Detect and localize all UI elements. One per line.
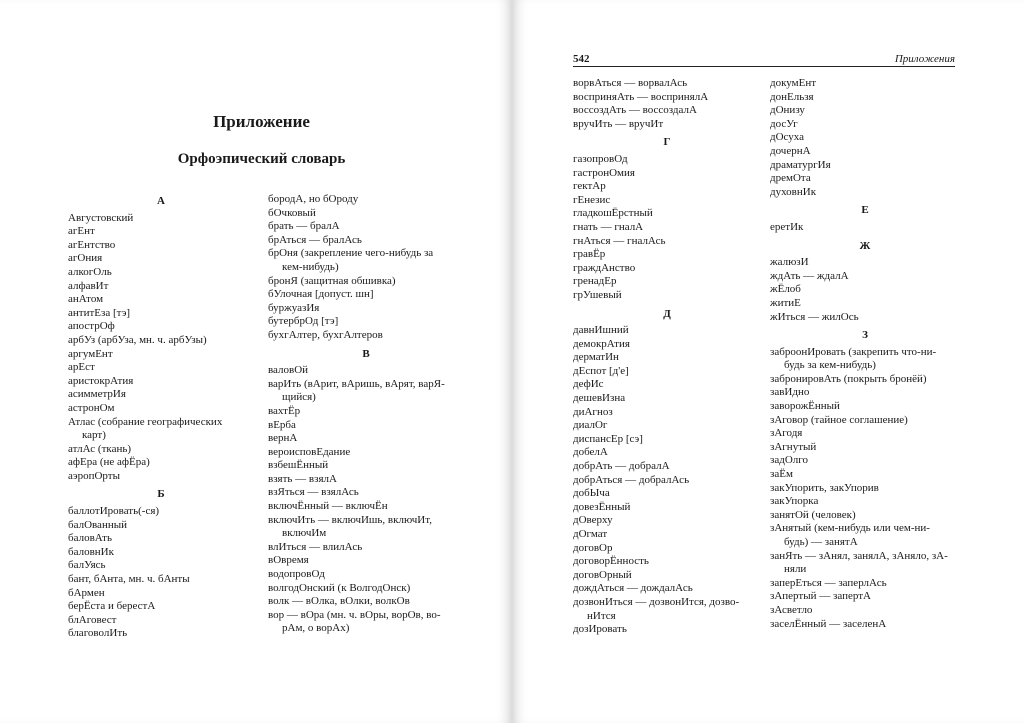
entry: брОня (закрепление чего-нибудь за <box>268 247 434 260</box>
entry-continuation: будь за кем-нибудь) <box>784 359 876 372</box>
entry: договОрный <box>573 568 632 581</box>
entry: донЕльзя <box>770 90 814 103</box>
entry: гЕнезис <box>573 193 611 206</box>
entry: добЫча <box>573 487 610 500</box>
entry: вОвремя <box>268 554 309 567</box>
entry: зАнятый (кем-нибудь или чем-ни- <box>770 522 930 535</box>
entry: бухгАлтер, бухгАлтеров <box>268 328 383 341</box>
entry: зАгнутый <box>770 440 817 453</box>
entry: дОгмат <box>573 528 608 540</box>
entry: гнать — гналА <box>573 220 644 233</box>
entry: гнАться — гналАсь <box>573 234 666 247</box>
entry: баллотИровать(-ся) <box>68 505 160 518</box>
entry: духовнИк <box>770 185 817 198</box>
entry: давнИшний <box>573 324 629 337</box>
entry: взять — взялА <box>268 472 337 485</box>
column-1 <box>68 195 254 641</box>
entry: вероисповЕдание <box>268 445 351 458</box>
entry: валовОй <box>268 364 309 377</box>
entry: воссоздАть — воссоздалА <box>573 104 697 117</box>
entry: диАгноз <box>573 405 613 418</box>
entry: довезЁнный <box>573 500 631 513</box>
entry-continuation: щийся) <box>282 391 316 404</box>
entry: дЕспот [д'е] <box>573 364 629 377</box>
entries-a <box>68 212 254 484</box>
entry: брАться — бралАсь <box>268 233 362 246</box>
entry: гренадЕр <box>573 275 617 288</box>
entry: вахтЁр <box>268 404 301 417</box>
entry: баловнИк <box>68 545 114 558</box>
entry: закУпорка <box>770 495 819 508</box>
entry: зАпертый — запертА <box>770 590 871 603</box>
entry: волк — вОлка, вОлки, волкОв <box>268 595 410 608</box>
section-letter-v: В <box>362 347 370 360</box>
entry-continuation: рАм, о ворАх) <box>282 622 350 635</box>
entry-continuation: нИтся <box>587 609 616 622</box>
entry: дОнизу <box>770 104 805 117</box>
entry: гравЁр <box>573 248 606 261</box>
entry: агОния <box>68 252 103 265</box>
page-number: 542 <box>573 53 590 65</box>
section-letter-e: Е <box>861 204 869 217</box>
entry: досУг <box>770 117 798 130</box>
entry: влИться — влилАсь <box>268 540 363 553</box>
entry: гладкошЁрстный <box>573 207 653 220</box>
entry-continuation: будь) — занятА <box>784 536 858 548</box>
entry: волгодОнский (к ВолгодОнск) <box>268 581 411 594</box>
entry: апострОф <box>68 320 115 333</box>
entry: аргумЕнт <box>68 347 113 360</box>
entry: житиЕ <box>770 296 801 309</box>
entry: добелА <box>573 446 608 459</box>
entry: докумЕнт <box>770 77 817 89</box>
entry: аэропОрты <box>68 469 120 482</box>
entry: дефИс <box>573 378 604 391</box>
entry: бант, бAнта, мн. ч. бAнты <box>68 573 190 586</box>
entry: бАрмен <box>68 586 105 599</box>
entry: анАтом <box>68 293 104 306</box>
entry: добрАться — добралАсь <box>573 473 690 486</box>
entry: договОр <box>573 541 613 554</box>
entry: аристокрАтия <box>68 374 134 387</box>
entry: заброонИровать (закрепить что-ни- <box>770 345 937 358</box>
entry: варИть (вАрит, вАришь, вАрят, варЯ- <box>268 377 445 390</box>
dictionary-title: Орфоэпический словарь <box>177 151 346 167</box>
entry-continuation: кем-нибудь) <box>282 260 339 273</box>
entry-continuation: карт) <box>82 429 106 442</box>
entry: вернА <box>268 432 298 445</box>
entry: ворвАться — ворвалАсь <box>573 77 688 89</box>
entry: газопровОд <box>573 152 628 165</box>
entry: благоволИть <box>68 627 128 640</box>
entry: диспансЕр [сэ] <box>573 432 643 445</box>
entry: антитЕза [тэ] <box>68 306 131 319</box>
entry: алкогОль <box>68 265 112 278</box>
entry: включЁнный — включЁн <box>268 500 388 513</box>
entry: дозИровать <box>573 623 627 636</box>
entry: завИдно <box>770 386 810 399</box>
section-letter-g: Г <box>663 136 671 149</box>
entry: еретИк <box>770 220 804 233</box>
entry: демокрАтия <box>573 337 630 350</box>
entry-continuation: няли <box>784 563 807 576</box>
entry: бутербрОд [тэ] <box>268 315 339 328</box>
entry: грУшевый <box>573 288 622 301</box>
entry: занЯть — зАнял, занялА, зАняло, зА- <box>770 549 948 562</box>
section-letter-a: А <box>157 195 165 207</box>
entry: баловАть <box>68 532 112 545</box>
entry: заворожЁнный <box>770 400 840 413</box>
entry: афЕра (не афЁра) <box>68 456 150 469</box>
entry: договорЁнность <box>573 555 649 568</box>
entry: гастронОмия <box>573 166 635 179</box>
entry: зАгодя <box>770 427 803 440</box>
entry: балОванный <box>68 518 127 531</box>
column-2 <box>268 193 464 636</box>
entry: астронОм <box>68 401 115 414</box>
entry: добрАть — добралА <box>573 460 670 473</box>
entry: брать — бралА <box>268 220 340 233</box>
entry: взЯться — взялАсь <box>268 486 359 499</box>
entry: гектАр <box>573 180 606 193</box>
entry: заЁм <box>770 468 793 481</box>
entry: дОсуха <box>770 131 805 144</box>
entry: арЕст <box>68 361 95 374</box>
column-4 <box>770 77 960 631</box>
entry: ждАть — ждалА <box>770 269 849 282</box>
entry: забронировАть (покрыть бронёй) <box>770 372 927 385</box>
entries-b <box>68 505 254 641</box>
section-letter-d: Д <box>663 307 671 320</box>
entry: дождАться — дождалАсь <box>573 582 693 595</box>
entry: алфавИт <box>68 279 109 292</box>
entry: диалОг <box>573 419 608 432</box>
entry: драматургИя <box>770 158 831 171</box>
entry: вЕрба <box>268 418 296 431</box>
entry: атлАс (ткань) <box>68 442 132 455</box>
entry: Августовский <box>68 211 134 224</box>
entry: Атлас (собрание географических <box>68 415 223 428</box>
entry: жалюзИ <box>770 256 809 269</box>
entry: заселЁнный — заселенА <box>770 617 887 630</box>
entry: задОлго <box>770 454 808 467</box>
section-letter-zh: Ж <box>859 239 871 252</box>
entry: блАговест <box>68 613 117 626</box>
entry: агЕнтство <box>68 238 116 251</box>
entry: балУясь <box>68 559 106 572</box>
entry: граждАнство <box>573 261 636 274</box>
appendix-title: Приложение <box>213 112 310 131</box>
entry: водопровОд <box>268 568 325 581</box>
entry: дешевИзна <box>573 392 626 405</box>
entry: жИться — жилОсь <box>770 310 859 323</box>
entry: включИть — включИшь, включИт, <box>268 513 432 526</box>
entry: асимметрИя <box>68 388 126 401</box>
entry: дремОта <box>770 172 811 185</box>
entry: агЕнт <box>68 225 95 238</box>
running-head <box>573 53 955 67</box>
entry: дочернА <box>770 144 811 157</box>
running-title: Приложения <box>894 53 955 65</box>
entry: буржуазИя <box>268 301 320 314</box>
entry: бУлочная [допуст. шн] <box>268 288 374 301</box>
entry: взбешЁнный <box>268 459 329 472</box>
entry: восприняАть — воспринялА <box>573 90 709 103</box>
entry-continuation: включИм <box>282 527 327 540</box>
entry: зАговор (тайное соглашение) <box>770 413 908 426</box>
entry: дОверху <box>573 514 613 527</box>
entry: вручИть — вручИт <box>573 117 664 130</box>
entry: занятОй (человек) <box>770 508 856 521</box>
entry: бОчковый <box>268 206 316 219</box>
entry: закУпорить, закУпорив <box>770 481 879 494</box>
section-letter-b: Б <box>157 488 165 501</box>
column-3 <box>573 77 761 637</box>
entry: заперЕться — заперлАсь <box>770 576 887 589</box>
section-letter-z: З <box>862 329 868 342</box>
entry: бронЯ (защитная обшивка) <box>268 274 396 287</box>
entry: вор — вОра (мн. ч. вОры, ворОв, во- <box>268 608 441 621</box>
entry: арбУз (арбУза, мн. ч. арбУзы) <box>68 333 207 346</box>
entry: берЁста и берестА <box>68 600 156 613</box>
entry: зАсветло <box>770 603 813 616</box>
entry: жЁлоб <box>770 283 801 296</box>
entry: бородА, но бОроду <box>268 193 359 205</box>
entry: дерматИн <box>573 351 619 364</box>
entry: дозвонИться — дозвонИтся, дозво- <box>573 595 740 608</box>
